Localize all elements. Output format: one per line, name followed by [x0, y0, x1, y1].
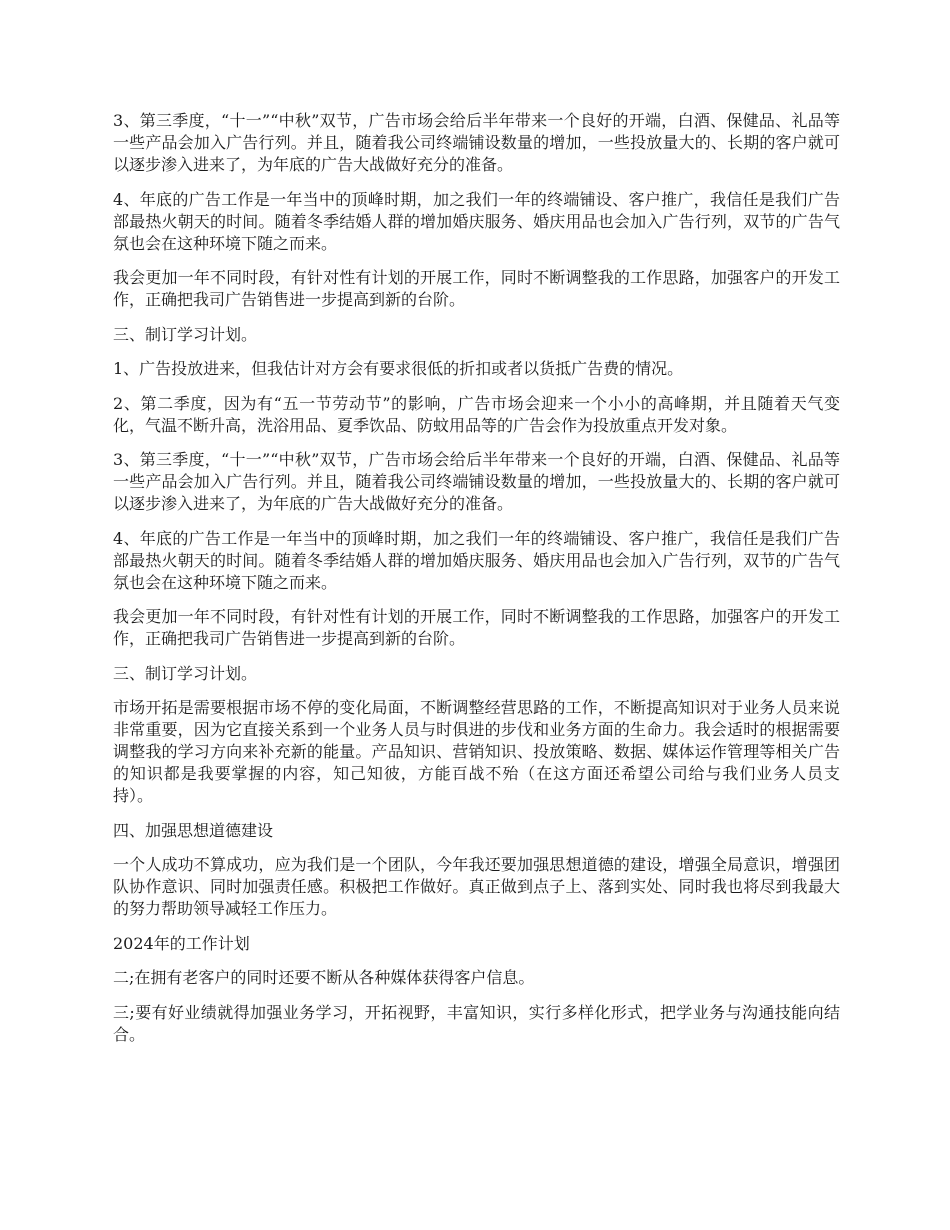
paragraph-business-study: 三;要有好业绩就得加强业务学习，开拓视野，丰富知识，实行多样化形式，把学业务与沟通技能向结合。 — [113, 1002, 840, 1044]
paragraph-year-end-ads-repeat: 4、年底的广告工作是一年当中的顶峰时期，加之我们一年的终端铺设、客户推广，我信任是我们广告部最热火朝天的时间。随着冬季结婚人群的增加婚庆服务、婚庆用品也会加入广告行列，双节的广告气氛也会在这种环境下随之而来。 — [113, 528, 840, 592]
paragraph-client-info: 二;在拥有老客户的同时还要不断从各种媒体获得客户信息。 — [113, 968, 535, 987]
paragraph-team-moral: 一个人成功不算成功，应为我们是一个团队，今年我还要加强思想道德的建设，增强全局意识，增强团队协作意识、同时加强责任感。积极把工作做好。真正做到点子上、落到实处、同时我也将尽到我最大的努力帮助领导减轻工作压力。 — [113, 855, 840, 918]
paragraph-q3-ads: 3、第三季度，“十一”“中秋”双节，广告市场会给后半年带来一个良好的开端，白酒、保健品、礼品等一些产品会加入广告行列。并且，随着我公司终端铺设数量的增加，一些投放量大的、长期的客户就可以逐步渗入进来了，为年底的广告大战做好充分的准备。 — [113, 111, 840, 174]
heading-study-plan: 三、制订学习计划。 — [113, 324, 258, 344]
paragraph-year-end-ads: 4、年底的广告工作是一年当中的顶峰时期，加之我们一年的终端铺设、客户推广，我信任是我们广告部最热火朝天的时间。随着冬季结婚人群的增加婚庆服务、婚庆用品也会加入广告行列，双节的广告气氛也会在这种环境下随之而来。 — [113, 189, 840, 253]
heading-study-plan-repeat: 三、制订学习计划。 — [113, 663, 258, 683]
heading-work-plan-2024: 2024年的工作计划 — [113, 933, 250, 953]
paragraph-q2-ads: 2、第二季度，因为有“五一节劳动节”的影响，广告市场会迎来一个小小的高峰期，并且随着天气变化，气温不断升高，洗浴用品、夏季饮品、防蚊用品等的广告会作为投放重点开发对象。 — [113, 393, 840, 435]
heading-moral-development: 四、加强思想道德建设 — [113, 820, 274, 840]
paragraph-work-adjustment: 我会更加一年不同时段，有针对性有计划的开展工作，同时不断调整我的工作思路，加强客户的开发工作，正确把我司广告销售进一步提高到新的台阶。 — [113, 268, 840, 309]
paragraph-q3-ads-repeat: 3、第三季度，“十一”“中秋”双节，广告市场会给后半年带来一个良好的开端，白酒、保健品、礼品等一些产品会加入广告行列。并且，随着我公司终端铺设数量的增加，一些投放量大的、长期的客户就可以逐步渗入进来了，为年底的广告大战做好充分的准备。 — [113, 450, 840, 513]
document-body — [113, 110, 840, 1058]
paragraph-ad-discount: 1、广告投放进来，但我估计对方会有要求很低的折扣或者以货抵广告费的情况。 — [113, 359, 684, 378]
paragraph-market-study: 市场开拓是需要根据市场不停的变化局面，不断调整经营思路的工作，不断提高知识对于业务人员来说非常重要，因为它直接关系到一个业务人员与时俱进的步伐和业务方面的生命力。我会适时的根据需要调整我的学习方向来补充新的能量。产品知识、营销知识、投放策略、数据、媒体运作管理等相关广告的知识都是我要掌握的内容，知己知彼，方能百战不殆（在这方面还希望公司给与我们业务人员支持）。 — [113, 698, 840, 805]
paragraph-work-adjustment-repeat: 我会更加一年不同时段，有针对性有计划的开展工作，同时不断调整我的工作思路，加强客户的开发工作，正确把我司广告销售进一步提高到新的台阶。 — [113, 607, 840, 648]
